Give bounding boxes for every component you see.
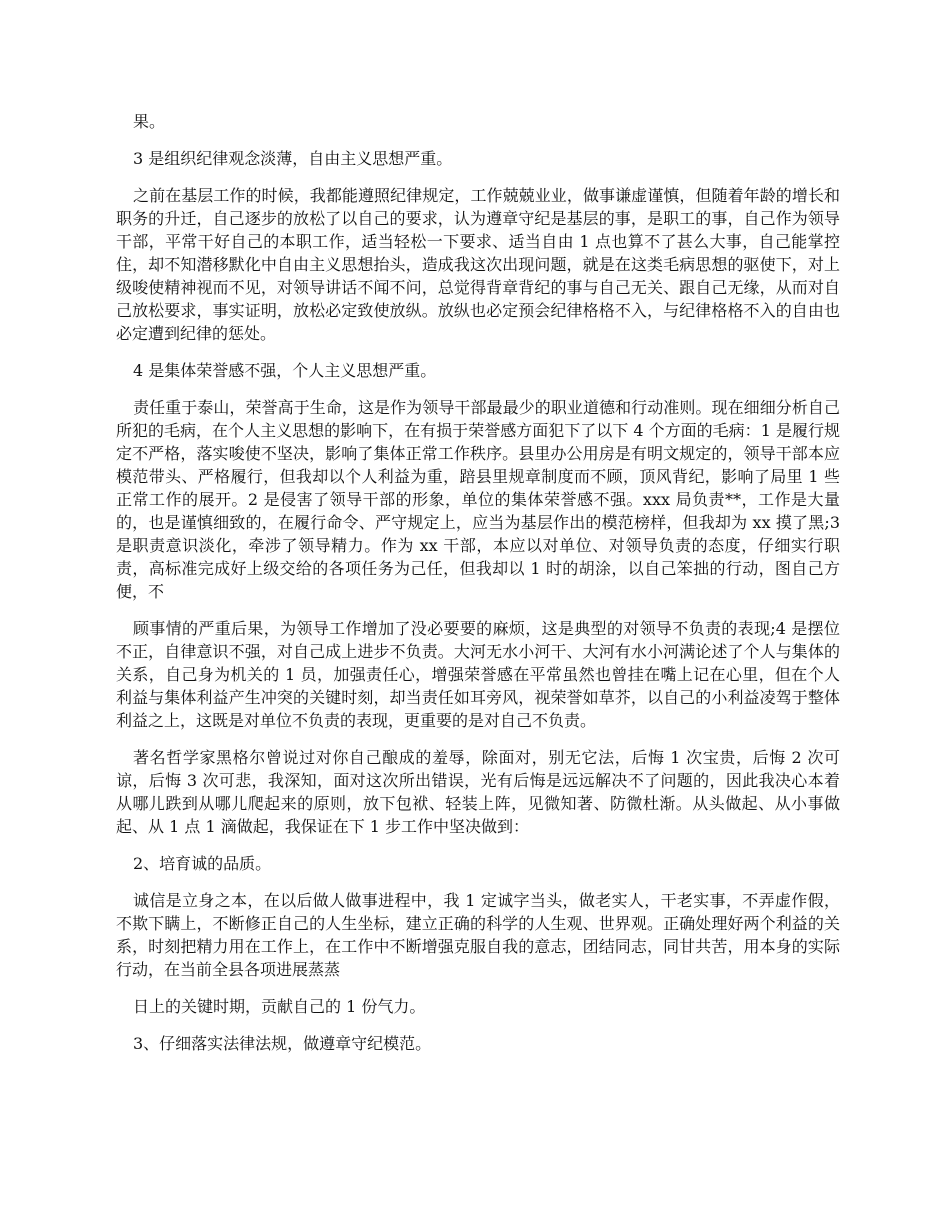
paragraph: 著名哲学家黑格尔曾说过对你自己酿成的羞辱，除面对，别无它法，后悔 1 次宝贵，后悔 2 次可谅，后悔 3 次可悲，我深知，面对这次所出错误，光有后悔是远远解决不了问题的，因此我决心本着从哪儿跌到从哪儿爬起来的原则，放下包袱、轻装上阵，见微知著、防微杜渐。从头做起、从小事做起、从 1 点 1 滴做起，我保证在下 1 步工作中坚决做到： xyxy=(116,748,840,836)
paragraph: 日上的关键时期，贡献自己的 1 份气力。 xyxy=(133,997,426,1016)
paragraph-continuation: 果。 xyxy=(133,112,166,131)
document-body xyxy=(116,110,840,1069)
paragraph-heading-3: 3 是组织纪律观念淡薄，自由主义思想严重。 xyxy=(133,149,453,168)
paragraph-heading-2: 2、培育诚的品质。 xyxy=(133,854,272,873)
paragraph: 之前在基层工作的时候，我都能遵照纪律规定，工作兢兢业业，做事谦虚谨慎，但随着年龄的增长和职务的升迁，自己逐步的放松了以自己的要求，认为遵章守纪是基层的事，是职工的事，自己作为领导干部，平常干好自己的本职工作，适当轻松一下要求、适当自由 1 点也算不了甚么大事，自己能掌控住，却不知潜移默化中自由主义思想抬头，造成我这次出现问题，就是在这类毛病思想的驱使下，对上级唆使精神视而不见，对领导讲话不闻不问，总觉得背章背纪的事与自己无关、跟自己无缘，从而对自己放松要求，事实证明，放松必定致使放纵。放纵也必定预会纪律格格不入，与纪律格格不入的自由也必定遭到纪律的惩处。 xyxy=(116,186,840,343)
paragraph: 诚信是立身之本，在以后做人做事进程中，我 1 定诚字当头，做老实人，干老实事，不弄虚作假，不欺下瞒上，不断修正自己的人生坐标，建立正确的科学的人生观、世界观。正确处理好两个利益的关系，时刻把精力用在工作上，在工作中不断增强克服自我的意志，团结同志，同甘共苦，用本身的实际行动，在当前全县各项进展蒸蒸 xyxy=(116,891,840,979)
paragraph-heading-3b: 3、仔细落实法律法规，做遵章守纪模范。 xyxy=(133,1034,432,1053)
paragraph: 顾事情的严重后果，为领导工作增加了没必要要的麻烦，这是典型的对领导不负责的表现;4 是摆位不正，自律意识不强，对自己成上进步不负责。大河无水小河干、大河有水小河满论述了个人与集体的关系，自己身为机关的 1 员，加强责任心，增强荣誉感在平常虽然也曾挂在嘴上记在心里，但在个人利益与集体利益产生冲突的关键时刻，却当责任如耳旁风，视荣誉如草芥，以自己的小利益凌驾于整体利益之上，这既是对单位不负责的表现，更重要的是对自己不负责。 xyxy=(116,619,840,730)
paragraph: 责任重于泰山，荣誉高于生命，这是作为领导干部最最少的职业道德和行动准则。现在细细分析自己所犯的毛病，在个人主义思想的影响下，在有损于荣誉感方面犯下了以下 4 个方面的毛病：1 是履行规定不严格，落实唆使不坚决，影响了集体正常工作秩序。县里办公用房是有明文规定的，领导干部本应模范带头、严格履行，但我却以个人利益为重，踣县里规章制度而不顾，顶风背纪，影响了局里 1 些正常工作的展开。2 是侵害了领导干部的形象，单位的集体荣誉感不强。xxx 局负责**，工作是大量的，也是谨慎细致的，在履行命令、严守规定上，应当为基层作出的模范榜样，但我却为 xx 摸了黑;3 是职责意识淡化，牵涉了领导精力。作为 xx 干部，本应以对单位、对领导负责的态度，仔细实行职责，高标准完成好上级交给的各项任务为己任，但我却以 1 时的胡涂，以自己笨拙的行动，图自己方便，不 xyxy=(116,398,840,601)
paragraph-heading-4: 4 是集体荣誉感不强，个人主义思想严重。 xyxy=(133,361,437,380)
